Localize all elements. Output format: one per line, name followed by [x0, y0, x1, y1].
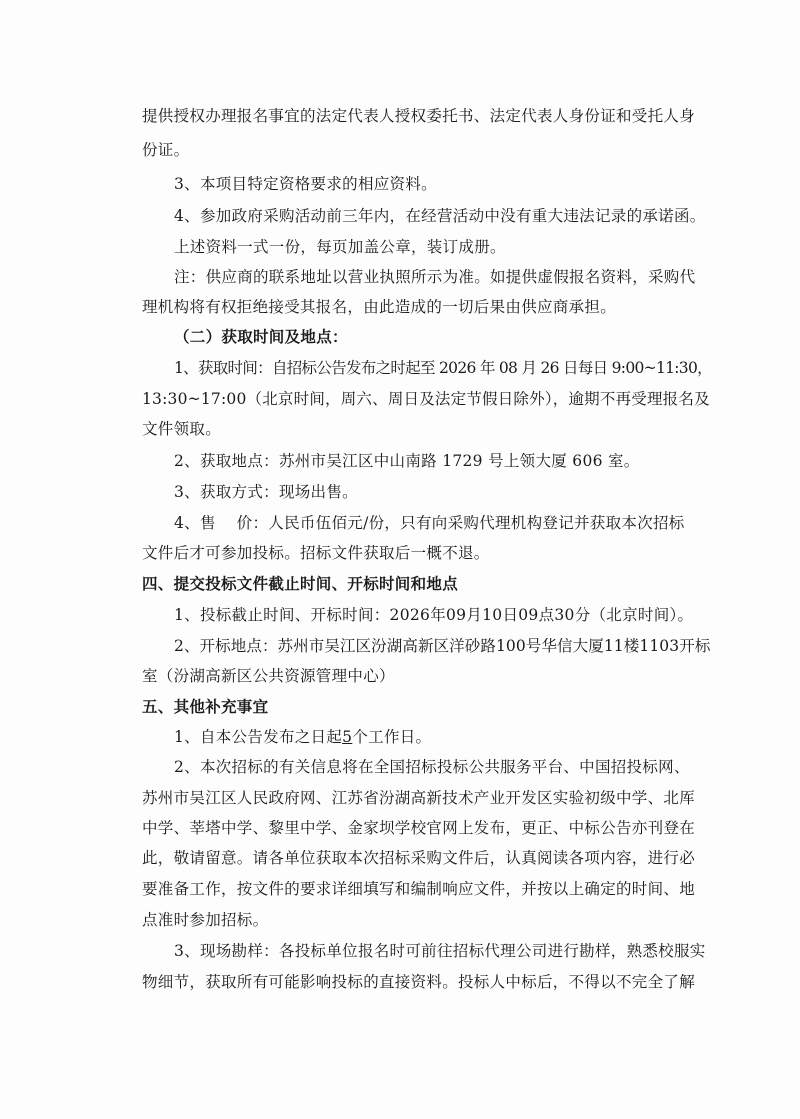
text-line: 中学、莘塔中学、黎里中学、金家坝学校官网上发布，更正、中标公告亦刊登在	[142, 819, 696, 837]
text-line: 苏州市吴江区人民政府网、江苏省汾湖高新技术产业开发区实验初级中学、北厍	[142, 789, 696, 807]
text-line: 4、参加政府采购活动前三年内，在经营活动中没有重大违法记录的承诺函。	[174, 207, 706, 225]
text-line: 3、现场勘样：各投标单位报名时可前往招标代理公司进行勘样，熟悉校服实	[174, 942, 706, 960]
text-line: 3、本项目特定资格要求的相应资料。	[174, 175, 437, 193]
text-line: 2、本次招标的有关信息将在全国招标投标公共服务平台、中国招投标网、	[174, 758, 690, 776]
section-heading: 四、提交投标文件截止时间、开标时间和地点	[142, 575, 459, 593]
text-line: 13:30~17:00（北京时间，周六、周日及法定节假日除外），逾期不再受理报名及	[142, 390, 710, 408]
text-line: 要准备工作，按文件的要求详细填写和编制响应文件，并按以上确定的时间、地	[142, 880, 696, 898]
text-line: 室（汾湖高新区公共资源管理中心）	[142, 667, 395, 685]
text-segment: 1、自本公告发布之日起	[174, 728, 343, 746]
text-line: 1、投标截止时间、开标时间：2026年09月10日09点30分（北京时间）。	[174, 606, 694, 624]
text-line: 文件后才可参加投标。招标文件获取后一概不退。	[142, 544, 490, 562]
text-line: 1、获取时间：自招标公告发布之时起至 2026 年 08 月 26 日每日 9:00~11:30，	[174, 359, 712, 377]
text-line: 点准时参加招标。	[142, 911, 269, 929]
section-heading: 五、其他补充事宜	[142, 698, 269, 716]
text-segment: 个工作日。	[352, 728, 432, 746]
text-line: 注：供应商的联系地址以营业执照所示为准。如提供虚假报名资料，采购代	[174, 268, 696, 286]
text-line: 2、开标地点：苏州市吴江区汾湖高新区洋砂路100号华信大厦11楼1103开标	[174, 637, 711, 655]
workday-count: 5	[342, 728, 353, 746]
section-heading: （二）获取时间及地点：	[174, 328, 348, 346]
text-line: 4、售 价：人民币伍佰元/份，只有向采购代理机构登记并获取本次招标	[174, 514, 685, 532]
text-line: 物细节，获取所有可能影响投标的直接资料。投标人中标后，不得以不完全了解	[142, 973, 696, 991]
text-line: 理机构将有权拒绝接受其报名，由此造成的一切后果由供应商承担。	[142, 298, 617, 316]
text-line: 2、获取地点：苏州市吴江区中山南路 1729 号上领大厦 606 室。	[174, 452, 640, 470]
text-line: 文件领取。	[142, 420, 222, 438]
text-line: 此，敬请留意。请各单位获取本次招标采购文件后，认真阅读各项内容，进行必	[142, 849, 696, 867]
text-line	[174, 727, 431, 747]
text-line: 份证。	[142, 141, 190, 159]
text-line: 上述资料一式一份，每页加盖公章，装订成册。	[174, 238, 506, 256]
text-line: 3、获取方式：现场出售。	[174, 483, 358, 501]
text-line: 提供授权办理报名事宜的法定代表人授权委托书、法定代表人身份证和受托人身	[142, 107, 696, 125]
